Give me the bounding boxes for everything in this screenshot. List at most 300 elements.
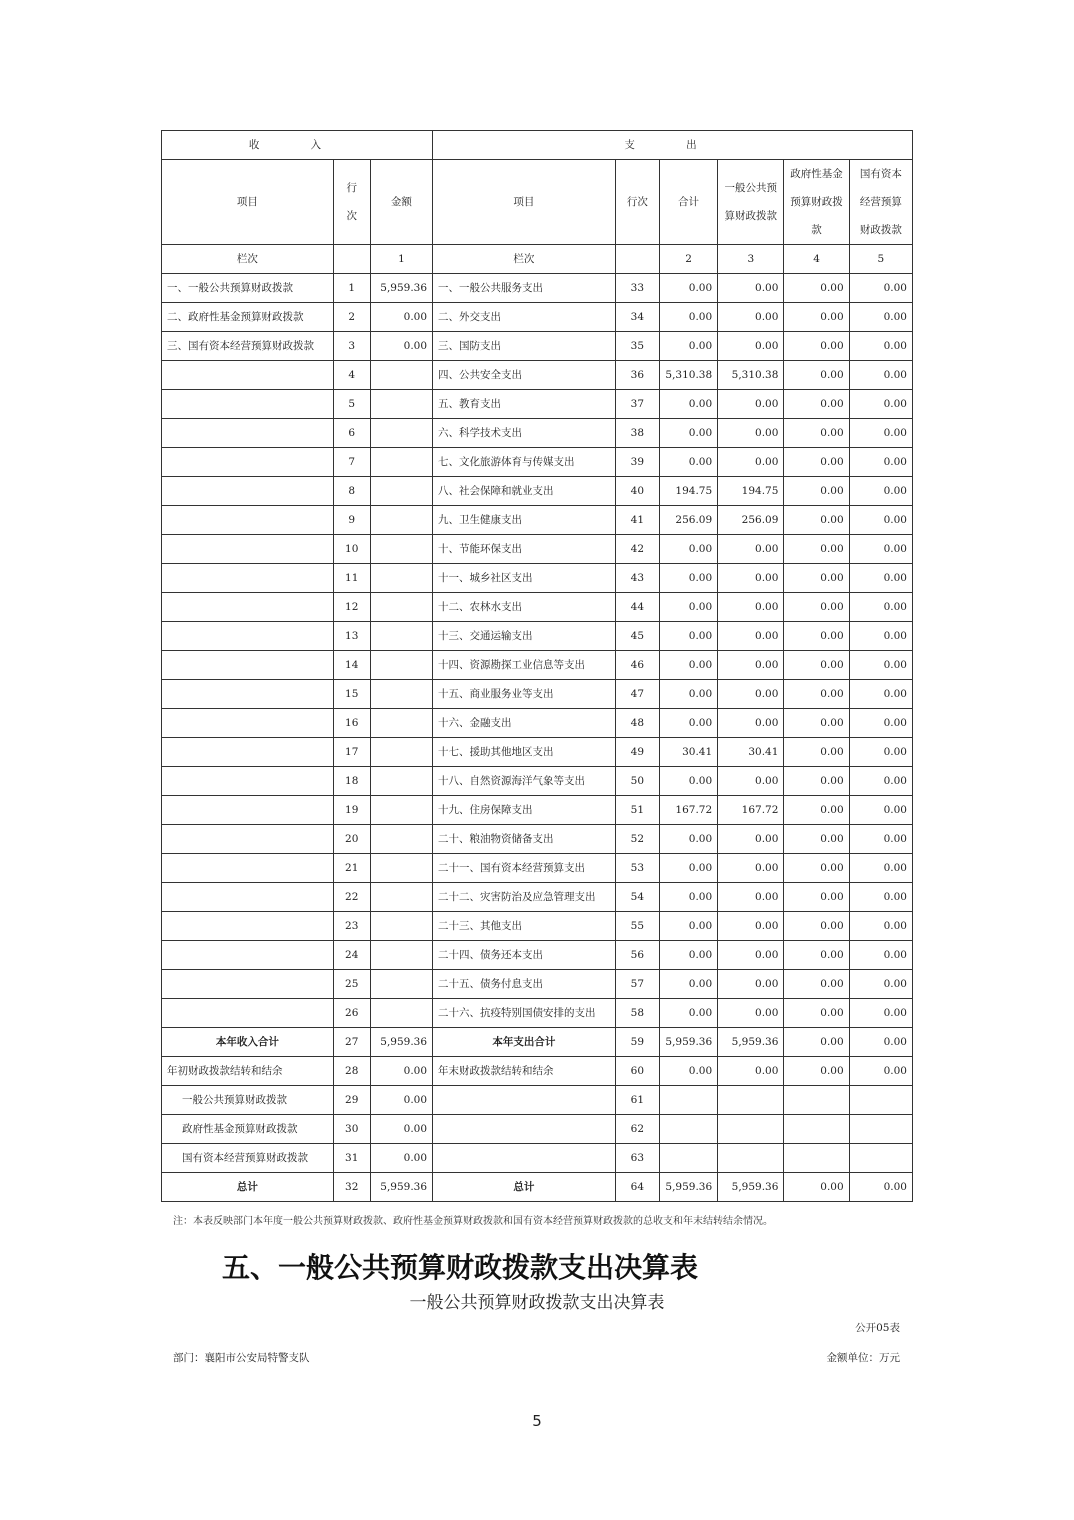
expense-total-cell: 0.00 [659, 1057, 717, 1086]
expense-total-cell: 0.00 [659, 680, 717, 709]
expense-general-cell: 0.00 [718, 274, 784, 303]
expense-general-cell: 0.00 [718, 680, 784, 709]
income-amount-cell: 0.00 [370, 1086, 432, 1115]
income-item-cell [162, 999, 334, 1028]
income-item-cell [162, 651, 334, 680]
expense-fund-cell: 0.00 [784, 651, 849, 680]
income-item-cell [162, 738, 334, 767]
income-item-cell [162, 506, 334, 535]
income-item-cell [162, 796, 334, 825]
expense-general-cell: 0.00 [718, 332, 784, 361]
table-row [162, 274, 913, 303]
income-amount-cell: 0.00 [370, 303, 432, 332]
expense-fund-cell: 0.00 [784, 477, 849, 506]
expense-state-cell: 0.00 [849, 738, 912, 767]
table-note: 注：本表反映部门本年度一般公共预算财政拨款、政府性基金预算财政拨款和国有资本经营预算财政拨款的总收支和年末结转结余情况。 [173, 1216, 773, 1227]
expense-row-no-cell: 49 [615, 738, 659, 767]
table-row [162, 1115, 913, 1144]
expense-general-cell: 0.00 [718, 303, 784, 332]
table-row [162, 564, 913, 593]
income-item-cell [162, 680, 334, 709]
table-row [162, 912, 913, 941]
expense-item-cell: 十九、住房保障支出 [433, 796, 616, 825]
income-row-no-cell: 14 [333, 651, 370, 680]
expense-item-cell: 六、科学技术支出 [433, 419, 616, 448]
expense-state-cell: 0.00 [849, 564, 912, 593]
income-row-no-cell: 10 [333, 535, 370, 564]
income-amount-cell [370, 448, 432, 477]
expense-fund-cell: 0.00 [784, 448, 849, 477]
expense-total-cell: 0.00 [659, 564, 717, 593]
expense-total-cell: 0.00 [659, 651, 717, 680]
income-amount-cell [370, 941, 432, 970]
expense-state-cell [849, 1086, 912, 1115]
income-item-cell [162, 970, 334, 999]
income-amount-cell: 5,959.36 [370, 1028, 432, 1057]
income-item-cell [162, 709, 334, 738]
header-row-columns [162, 160, 913, 245]
expense-general-cell: 0.00 [718, 912, 784, 941]
expense-index-rowno [615, 245, 659, 274]
expense-fund-cell: 0.00 [784, 738, 849, 767]
expense-state-cell: 0.00 [849, 477, 912, 506]
form-code: 公开05表 [855, 1322, 900, 1334]
table-row [162, 1057, 913, 1086]
income-amount-cell [370, 506, 432, 535]
expense-general-cell: 0.00 [718, 941, 784, 970]
income-row-no-cell: 1 [333, 274, 370, 303]
expense-item-cell: 二十四、债务还本支出 [433, 941, 616, 970]
income-amount-cell [370, 361, 432, 390]
expense-general-cell: 0.00 [718, 651, 784, 680]
expense-item-cell: 二十二、灾害防治及应急管理支出 [433, 883, 616, 912]
income-item-cell [162, 477, 334, 506]
expense-general-header: 一般公共预算财政拨款 [718, 160, 784, 245]
expense-total-cell: 0.00 [659, 854, 717, 883]
table-row [162, 970, 913, 999]
expense-total-cell: 0.00 [659, 274, 717, 303]
income-item-cell [162, 767, 334, 796]
income-row-no-cell: 24 [333, 941, 370, 970]
income-row-no-cell: 32 [333, 1173, 370, 1202]
table-row [162, 738, 913, 767]
income-row-no-cell: 18 [333, 767, 370, 796]
expense-general-cell: 5,959.36 [718, 1028, 784, 1057]
expense-fund-cell: 0.00 [784, 680, 849, 709]
income-row-no-cell: 23 [333, 912, 370, 941]
fiscal-appropriation-summary-table [161, 130, 913, 1202]
income-item-cell [162, 535, 334, 564]
income-item-cell [162, 448, 334, 477]
table-row [162, 506, 913, 535]
expense-fund-cell: 0.00 [784, 709, 849, 738]
income-item-cell: 总计 [162, 1173, 334, 1202]
income-item-cell [162, 564, 334, 593]
expense-item-cell: 二十一、国有资本经营预算支出 [433, 854, 616, 883]
income-amount-cell [370, 883, 432, 912]
table-row [162, 651, 913, 680]
income-amount-cell [370, 970, 432, 999]
table-row [162, 1028, 913, 1057]
expense-state-cell [849, 1115, 912, 1144]
expense-state-cell: 0.00 [849, 1173, 912, 1202]
expense-fund-cell: 0.00 [784, 274, 849, 303]
expense-item-cell: 三、国防支出 [433, 332, 616, 361]
expense-item-cell: 七、文化旅游体育与传媒支出 [433, 448, 616, 477]
expense-state-cell: 0.00 [849, 1057, 912, 1086]
expense-item-cell: 十八、自然资源海洋气象等支出 [433, 767, 616, 796]
income-amount-cell [370, 593, 432, 622]
table-row [162, 361, 913, 390]
expense-fund-cell: 0.00 [784, 593, 849, 622]
income-amount-cell [370, 999, 432, 1028]
income-amount-cell [370, 709, 432, 738]
income-item-cell [162, 912, 334, 941]
table-row [162, 999, 913, 1028]
expense-general-cell: 0.00 [718, 419, 784, 448]
expense-state-header: 国有资本经营预算财政拨款 [849, 160, 912, 245]
expense-fund-cell: 0.00 [784, 506, 849, 535]
income-row-no-cell: 21 [333, 854, 370, 883]
expense-general-cell [718, 1115, 784, 1144]
income-row-no-header: 行次 [333, 160, 370, 245]
income-row-no-cell: 31 [333, 1144, 370, 1173]
expense-state-cell: 0.00 [849, 796, 912, 825]
income-item-cell: 年初财政拨款结转和结余 [162, 1057, 334, 1086]
table-row [162, 825, 913, 854]
table-row [162, 622, 913, 651]
income-item-cell [162, 941, 334, 970]
expense-row-no-cell: 36 [615, 361, 659, 390]
income-index-rowno [333, 245, 370, 274]
expense-state-cell: 0.00 [849, 941, 912, 970]
expense-state-cell: 0.00 [849, 883, 912, 912]
expense-fund-cell: 0.00 [784, 854, 849, 883]
income-row-no-cell: 13 [333, 622, 370, 651]
expense-item-cell: 八、社会保障和就业支出 [433, 477, 616, 506]
expense-general-cell: 0.00 [718, 448, 784, 477]
income-amount-cell [370, 825, 432, 854]
table-row [162, 593, 913, 622]
income-row-no-cell: 29 [333, 1086, 370, 1115]
table-row [162, 680, 913, 709]
income-item-cell [162, 825, 334, 854]
expense-general-cell: 0.00 [718, 767, 784, 796]
income-row-no-cell: 11 [333, 564, 370, 593]
expense-row-no-cell: 57 [615, 970, 659, 999]
expense-item-cell: 年末财政拨款结转和结余 [433, 1057, 616, 1086]
expense-general-cell: 0.00 [718, 535, 784, 564]
department-label: 部门：襄阳市公安局特警支队 [173, 1352, 310, 1364]
expense-total-cell: 5,959.36 [659, 1028, 717, 1057]
column-index-row [162, 245, 913, 274]
expense-index-label: 栏次 [433, 245, 616, 274]
expense-total-cell: 5,959.36 [659, 1173, 717, 1202]
expense-general-cell: 0.00 [718, 564, 784, 593]
income-amount-cell [370, 477, 432, 506]
expense-total-cell: 0.00 [659, 535, 717, 564]
expense-index-c4: 4 [784, 245, 849, 274]
expense-state-cell: 0.00 [849, 999, 912, 1028]
income-row-no-cell: 16 [333, 709, 370, 738]
income-item-cell [162, 390, 334, 419]
income-row-no-cell: 22 [333, 883, 370, 912]
expense-state-cell: 0.00 [849, 622, 912, 651]
expense-fund-cell: 0.00 [784, 883, 849, 912]
table-row [162, 390, 913, 419]
expense-item-cell: 十六、金融支出 [433, 709, 616, 738]
expense-row-no-cell: 38 [615, 419, 659, 448]
expense-total-cell: 0.00 [659, 419, 717, 448]
expense-fund-cell: 0.00 [784, 564, 849, 593]
income-row-no-cell: 28 [333, 1057, 370, 1086]
expense-row-no-cell: 43 [615, 564, 659, 593]
expense-fund-cell [784, 1086, 849, 1115]
expense-general-cell: 194.75 [718, 477, 784, 506]
expense-header: 支 出 [433, 131, 913, 160]
expense-item-cell: 十四、资源勘探工业信息等支出 [433, 651, 616, 680]
expense-row-no-cell: 33 [615, 274, 659, 303]
expense-fund-cell: 0.00 [784, 390, 849, 419]
income-row-no-cell: 27 [333, 1028, 370, 1057]
expense-row-no-cell: 40 [615, 477, 659, 506]
expense-total-cell: 0.00 [659, 332, 717, 361]
income-row-no-cell: 9 [333, 506, 370, 535]
expense-row-no-cell: 37 [615, 390, 659, 419]
amount-unit-label: 金额单位：万元 [826, 1352, 900, 1364]
expense-item-cell: 十五、商业服务业等支出 [433, 680, 616, 709]
table-row [162, 767, 913, 796]
expense-total-cell: 0.00 [659, 825, 717, 854]
expense-row-no-header: 行次 [615, 160, 659, 245]
expense-general-cell: 0.00 [718, 999, 784, 1028]
income-item-cell [162, 361, 334, 390]
expense-row-no-cell: 50 [615, 767, 659, 796]
expense-index-c2: 2 [659, 245, 717, 274]
table-row [162, 1086, 913, 1115]
expense-row-no-cell: 62 [615, 1115, 659, 1144]
expense-row-no-cell: 48 [615, 709, 659, 738]
expense-state-cell: 0.00 [849, 506, 912, 535]
expense-state-cell: 0.00 [849, 854, 912, 883]
expense-fund-cell: 0.00 [784, 941, 849, 970]
expense-general-cell: 0.00 [718, 825, 784, 854]
expense-general-cell [718, 1144, 784, 1173]
expense-row-no-cell: 58 [615, 999, 659, 1028]
table-row [162, 883, 913, 912]
income-row-no-cell: 4 [333, 361, 370, 390]
income-item-cell [162, 419, 334, 448]
income-item-cell: 三、国有资本经营预算财政拨款 [162, 332, 334, 361]
expense-total-cell: 0.00 [659, 448, 717, 477]
expense-row-no-cell: 35 [615, 332, 659, 361]
income-row-no-cell: 3 [333, 332, 370, 361]
expense-fund-cell: 0.00 [784, 767, 849, 796]
income-item-cell: 国有资本经营预算财政拨款 [162, 1144, 334, 1173]
expense-total-cell: 167.72 [659, 796, 717, 825]
income-row-no-cell: 2 [333, 303, 370, 332]
expense-item-cell: 二十、粮油物资储备支出 [433, 825, 616, 854]
expense-fund-cell: 0.00 [784, 825, 849, 854]
income-item-cell [162, 883, 334, 912]
expense-total-header: 合计 [659, 160, 717, 245]
expense-general-cell: 0.00 [718, 883, 784, 912]
expense-general-cell: 0.00 [718, 854, 784, 883]
income-row-no-cell: 12 [333, 593, 370, 622]
income-item-cell [162, 854, 334, 883]
income-amount-cell [370, 767, 432, 796]
expense-fund-cell: 0.00 [784, 1057, 849, 1086]
table-row [162, 1173, 913, 1202]
expense-row-no-cell: 55 [615, 912, 659, 941]
income-row-no-cell: 30 [333, 1115, 370, 1144]
income-amount-cell [370, 651, 432, 680]
income-amount-cell [370, 535, 432, 564]
header-row-group [162, 131, 913, 160]
expense-state-cell: 0.00 [849, 825, 912, 854]
income-item-cell: 政府性基金预算财政拨款 [162, 1115, 334, 1144]
income-row-no-cell: 26 [333, 999, 370, 1028]
expense-total-cell: 0.00 [659, 390, 717, 419]
expense-state-cell: 0.00 [849, 361, 912, 390]
expense-item-cell [433, 1144, 616, 1173]
expense-row-no-cell: 60 [615, 1057, 659, 1086]
expense-row-no-cell: 54 [615, 883, 659, 912]
income-row-no-cell: 20 [333, 825, 370, 854]
income-row-no-cell: 5 [333, 390, 370, 419]
expense-fund-cell: 0.00 [784, 999, 849, 1028]
income-item-cell [162, 622, 334, 651]
expense-row-no-cell: 51 [615, 796, 659, 825]
income-amount-cell [370, 564, 432, 593]
expense-general-cell [718, 1086, 784, 1115]
expense-total-cell: 194.75 [659, 477, 717, 506]
income-row-no-cell: 6 [333, 419, 370, 448]
expense-state-cell: 0.00 [849, 274, 912, 303]
table-row [162, 419, 913, 448]
expense-total-cell: 256.09 [659, 506, 717, 535]
expense-state-cell [849, 1144, 912, 1173]
expense-fund-cell: 0.00 [784, 1028, 849, 1057]
expense-row-no-cell: 44 [615, 593, 659, 622]
expense-row-no-cell: 41 [615, 506, 659, 535]
expense-item-cell: 十二、农林水支出 [433, 593, 616, 622]
income-row-no-cell: 15 [333, 680, 370, 709]
expense-total-cell [659, 1144, 717, 1173]
expense-state-cell: 0.00 [849, 912, 912, 941]
expense-total-cell: 0.00 [659, 883, 717, 912]
expense-fund-cell: 0.00 [784, 332, 849, 361]
expense-state-cell: 0.00 [849, 680, 912, 709]
expense-fund-cell: 0.00 [784, 419, 849, 448]
expense-fund-cell [784, 1115, 849, 1144]
income-item-cell: 一般公共预算财政拨款 [162, 1086, 334, 1115]
expense-state-cell: 0.00 [849, 390, 912, 419]
expense-general-cell: 30.41 [718, 738, 784, 767]
expense-state-cell: 0.00 [849, 970, 912, 999]
income-amount-cell: 0.00 [370, 332, 432, 361]
expense-fund-cell: 0.00 [784, 912, 849, 941]
page-number: 5 [532, 1412, 542, 1430]
expense-fund-cell: 0.00 [784, 622, 849, 651]
income-amount-cell [370, 680, 432, 709]
income-amount-cell [370, 622, 432, 651]
expense-row-no-cell: 42 [615, 535, 659, 564]
expense-item-cell: 二十六、抗疫特别国债安排的支出 [433, 999, 616, 1028]
table-row [162, 854, 913, 883]
expense-general-cell: 167.72 [718, 796, 784, 825]
income-amount-cell: 5,959.36 [370, 274, 432, 303]
expense-item-cell: 总计 [433, 1173, 616, 1202]
table-row [162, 1144, 913, 1173]
expense-item-cell: 五、教育支出 [433, 390, 616, 419]
expense-item-cell: 二十三、其他支出 [433, 912, 616, 941]
income-amount-cell [370, 854, 432, 883]
income-item-cell [162, 593, 334, 622]
expense-row-no-cell: 39 [615, 448, 659, 477]
expense-row-no-cell: 61 [615, 1086, 659, 1115]
expense-index-c5: 5 [849, 245, 912, 274]
expense-total-cell: 30.41 [659, 738, 717, 767]
table-row [162, 709, 913, 738]
income-row-no-cell: 8 [333, 477, 370, 506]
expense-total-cell: 0.00 [659, 970, 717, 999]
income-index-label: 栏次 [162, 245, 334, 274]
expense-fund-cell: 0.00 [784, 970, 849, 999]
expense-total-cell: 0.00 [659, 303, 717, 332]
expense-item-cell: 十三、交通运输支出 [433, 622, 616, 651]
table-row [162, 303, 913, 332]
expense-row-no-cell: 52 [615, 825, 659, 854]
income-amount-cell [370, 738, 432, 767]
expense-item-header: 项目 [433, 160, 616, 245]
expense-item-cell: 一、一般公共服务支出 [433, 274, 616, 303]
expense-total-cell: 0.00 [659, 622, 717, 651]
expense-general-cell: 5,959.36 [718, 1173, 784, 1202]
expense-row-no-cell: 64 [615, 1173, 659, 1202]
expense-total-cell: 0.00 [659, 912, 717, 941]
expense-general-cell: 0.00 [718, 390, 784, 419]
expense-total-cell: 0.00 [659, 767, 717, 796]
table-row [162, 796, 913, 825]
expense-total-cell: 0.00 [659, 709, 717, 738]
expense-state-cell: 0.00 [849, 448, 912, 477]
expense-general-cell: 256.09 [718, 506, 784, 535]
income-amount-cell: 5,959.36 [370, 1173, 432, 1202]
income-amount-cell: 0.00 [370, 1057, 432, 1086]
expense-fund-cell: 0.00 [784, 535, 849, 564]
table-row [162, 477, 913, 506]
expense-general-cell: 0.00 [718, 593, 784, 622]
expense-item-cell: 二、外交支出 [433, 303, 616, 332]
income-row-no-cell: 17 [333, 738, 370, 767]
income-item-cell: 一、一般公共预算财政拨款 [162, 274, 334, 303]
expense-row-no-cell: 59 [615, 1028, 659, 1057]
income-amount-cell [370, 419, 432, 448]
expense-fund-cell: 0.00 [784, 1173, 849, 1202]
expense-row-no-cell: 46 [615, 651, 659, 680]
income-amount-cell: 0.00 [370, 1144, 432, 1173]
income-item-cell: 二、政府性基金预算财政拨款 [162, 303, 334, 332]
section-title: 五、一般公共预算财政拨款支出决算表 [222, 1251, 699, 1284]
expense-general-cell: 0.00 [718, 970, 784, 999]
expense-general-cell: 0.00 [718, 709, 784, 738]
expense-state-cell: 0.00 [849, 535, 912, 564]
expense-row-no-cell: 47 [615, 680, 659, 709]
expense-fund-cell [784, 1144, 849, 1173]
expense-state-cell: 0.00 [849, 303, 912, 332]
expense-row-no-cell: 63 [615, 1144, 659, 1173]
